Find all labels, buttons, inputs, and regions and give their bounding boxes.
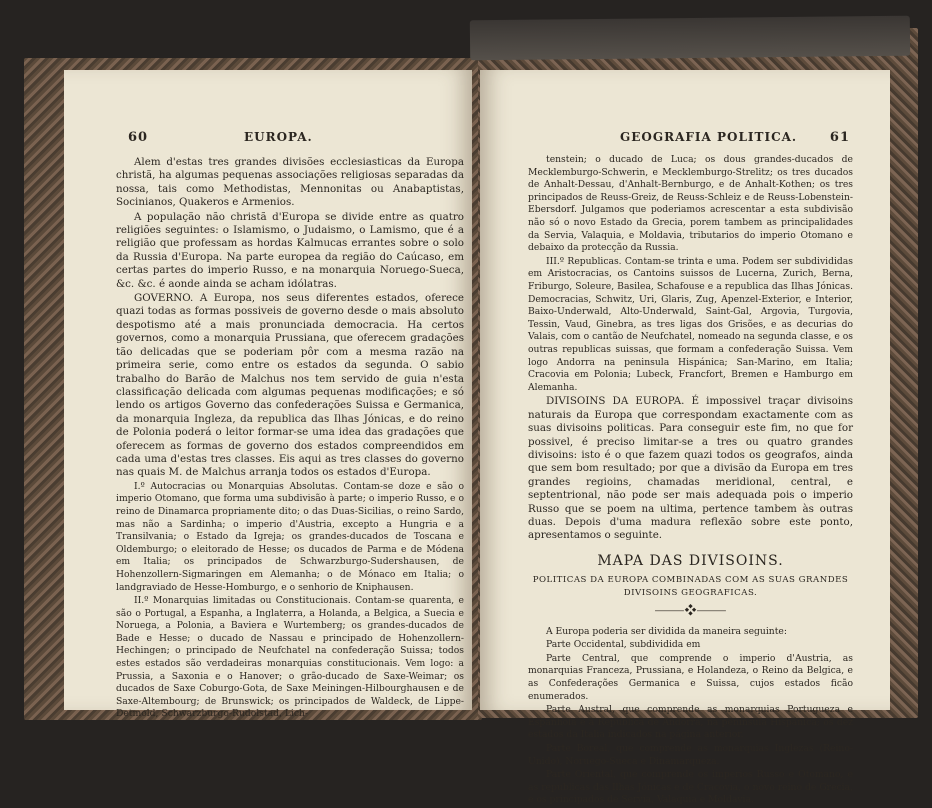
section-heading: MAPA DAS DIVISOINS. bbox=[597, 552, 784, 569]
right-running-head bbox=[480, 130, 890, 150]
left-running-head bbox=[64, 130, 472, 150]
running-head-title: EUROPA. bbox=[244, 130, 313, 144]
paragraph-autocracias: I.º Autocracias ou Monarquias Absolutas. Contam-se doze e são o imperio Otomano, que forma uma subdivisão à parte; o imperio Russo, e o reino de Dinamarca propriamente dito; o das Duas-Sicilias, o reino Sardo, mas não a Sardinha; o imperio d'Austria, excepto a Hungria e a Transilvania; o Estado da Igreja; os grandes-ducados de Toscana e Oldemburgo; o eleitorado de Hesse; os ducados de Parma e de Módena em Italia; os principados de Schwarzburgo-Sudershausen, de Hohenzollern-Sigmaringen em Alemanha; o de Mónaco em Italia; o landgraviado de Hesse-Homburgo, e o senhorio de Kniphausen. bbox=[116, 480, 464, 593]
map-paragraph: Parte Austral, que comprende as monarquias Portugueza e Espanhola e a Republica de Andorra, na peninsula Hispánica; os dez estados da Italia indicados na página anterior. bbox=[528, 704, 853, 741]
left-page-body bbox=[116, 156, 464, 722]
paragraph: A população não christã d'Europa se divide entre as quatro religiões seguintes: o Islamismo, o Judaismo, o Lamismo, que é a religião que professam as hordas Kalmucas errantes sobre o solo da Russia d'Europa. Na parte europea da região do Caúcaso, em certas partes do imperio Russo, e na monarquia Noruego-Sueca, &c. &c. é aonde ainda se acham idólatras. bbox=[116, 210, 464, 290]
right-page-body bbox=[528, 154, 853, 808]
paragraph: Alem d'estas tres grandes divisões ecclesiasticas da Europa christã, ha algumas pequenas associações religiosas separadas da nossa, tais como Methodistas, Mennonitas ou Anabaptistas, Socinianos, Quakeros e Armenios. bbox=[116, 156, 464, 209]
map-paragraph: Parte Central, que comprende o imperio d'Austria, as monarquias Franceza, Prussiana, e Holandeza, o Reino da Belgica, e as Confederações Germanica e Suissa, cujos estados ficão enumerados. bbox=[528, 652, 853, 702]
paragraph-divisoins: DIVISOINS DA EUROPA. É impossivel traçar divisoins naturais da Europa que correspondam exactamente com as suas divisoins politicas. Para conseguir este fim, no que for possivel, é preciso limitar-se a tres ou quatro grandes divisoins: isto é o que fazem quazi todos os geografos, ainda que sem bom resultado; por que a divisão da Europa em tres grandes regioins, chamadas meridional, central, e septentrional, não pode ser mais adequada pois o imperio Russo que se poem na ultima, pertence tambem às outras duas. Depois d'uma madura reflexão sobre este ponto, apresentamos o seguinte. bbox=[528, 395, 853, 542]
ornament-divider: ⸻❖⸻ bbox=[654, 603, 727, 618]
section-subheading: POLITICAS DA EUROPA COMBINADAS COM AS SUAS GRANDES DIVISOINS GEOGRAFICAS. bbox=[532, 575, 849, 599]
paragraph-monarquias-limitadas: II.º Monarquias limitadas ou Constitucionais. Contam-se quarenta, e são o Portugal, a Espanha, a Inglaterra, a Holanda, a Belgica, a Suecia e Noruega, a Polonia, a Baviera e Wurtemberg; os grandes-ducados de Bade e Hesse; o ducado de Nassau e principado de Hohenzollern-Hechingen; o principado de Neufchatel na confederação Suissa; todos estes estados são verdadeiras monarquias constitucionais. Vem logo: a Prussia, a Saxonia e o Hanover; o grão-ducado de Saxe-Weimar; os ducados de Saxe Coburgo-Gota, de Saxe Meiningen-Hilbourghausen e de Saxe-Altembourg; de Brunswick; os principados de Waldeck, de Lippe-Detmold, Schwarzburgo-Rudolstad, Lich- bbox=[116, 595, 464, 720]
running-head-title: GEOGRAFIA POLITICA. bbox=[620, 130, 798, 144]
book-spine bbox=[470, 16, 910, 61]
left-page bbox=[64, 70, 472, 720]
page-number: 61 bbox=[829, 130, 850, 145]
paragraph-republicas: III.º Republicas. Contam-se trinta e uma. Podem ser subdivididas em Aristocracias, os Cantoins suissos de Lucerna, Zurich, Berna, Friburgo, Soleure, Basilea, Schafouse e a republica das Ilhas Jónicas. Democracias, Schwitz, Uri, Glaris, Zug, Apenzel-Exterior, e Interior, Baixo-Underwald, Alto-Underwald, Saint-Gal, Argovia, Turgovia, Tessin, Vaud, Ginebra, as tres ligas dos Grisões, e as decurias do Valais, com o cantão de Neufchatel, nomeado na segunda classe, e os outras republicas suissas, que formam a confederação Suissa. Vem logo Andorra na peninsula Hispánica; San-Marino, em Italia; Cracovia em Polonia; Lubeck, Francfort, Bremen e Hamburgo em Alemanha. bbox=[528, 255, 853, 393]
map-paragraph: Parte Boreal, que comprende as monarquias Inglezas (Reino-Unido), Noruego-Sueca e Dinamarqueza. bbox=[528, 742, 853, 767]
page-number: 60 bbox=[128, 130, 149, 145]
map-paragraph: A Europa poderia ser dividida da maneira seguinte: bbox=[546, 625, 787, 637]
paragraph: GOVERNO. A Europa, nos seus diferentes estados, oferece quazi todas as formas possiveis de governo desde o mais absoluto despotismo até a mais pronunciada democracia. Ha certos governos, como a monarquia Prussiana, que oferecem gradações tão delicadas que se poderiam pôr com a mesma razão na primeira serie, como entre os estados da segunda. O sabio trabalho do Barão de Malchus nos tem servido de guia n'esta classificação delicada com algumas pequenas modificações; e só lendo os artigos Governo das confederações Suissa e Germanica, da monarquia Ingleza, da republica das Ilhas Jónicas, e do reino de Polonia poderá o leitor formar-se uma idea das gradações que oferecem as formas de governo dos estados compreendidos em cada uma d'estas tres classes. Eis aqui as tres classes do governo nas quais M. de Malchus arranja todos os estados d'Europa. bbox=[116, 292, 464, 479]
right-page bbox=[480, 70, 890, 806]
map-paragraph: Parte Occidental, subdividida em bbox=[546, 639, 701, 651]
map-paragraph: Parte Oriental, que comprende os imperios Russo e Otomano, e as republicas das Ilhas Jónicas e de Cracovia, o novo reino de Grecia, e os principados de Servia, Valaquia e Moldavia. bbox=[528, 769, 853, 806]
paragraph-continuation: tenstein; o ducado de Luca; os dous grandes-ducados de Mecklemburgo-Schwerin, e Mecklemburgo-Strelitz; os tres ducados de Anhalt-Dessau, d'Anhalt-Bernburgo, e de Anhalt-Kothen; os tres principados de Reuss-Greiz, de Reuss-Schleiz e de Reuss-Lobenstein-Ebersdorf. Julgamos que poderiamos acrescentar a esta subdivisão não só o novo Estado da Grecia, porem tambem as principalidades da Servia, Valaquia, e Moldavia, tributarios do imperio Otomano e debaixo da protecção da Russia. bbox=[528, 154, 853, 254]
